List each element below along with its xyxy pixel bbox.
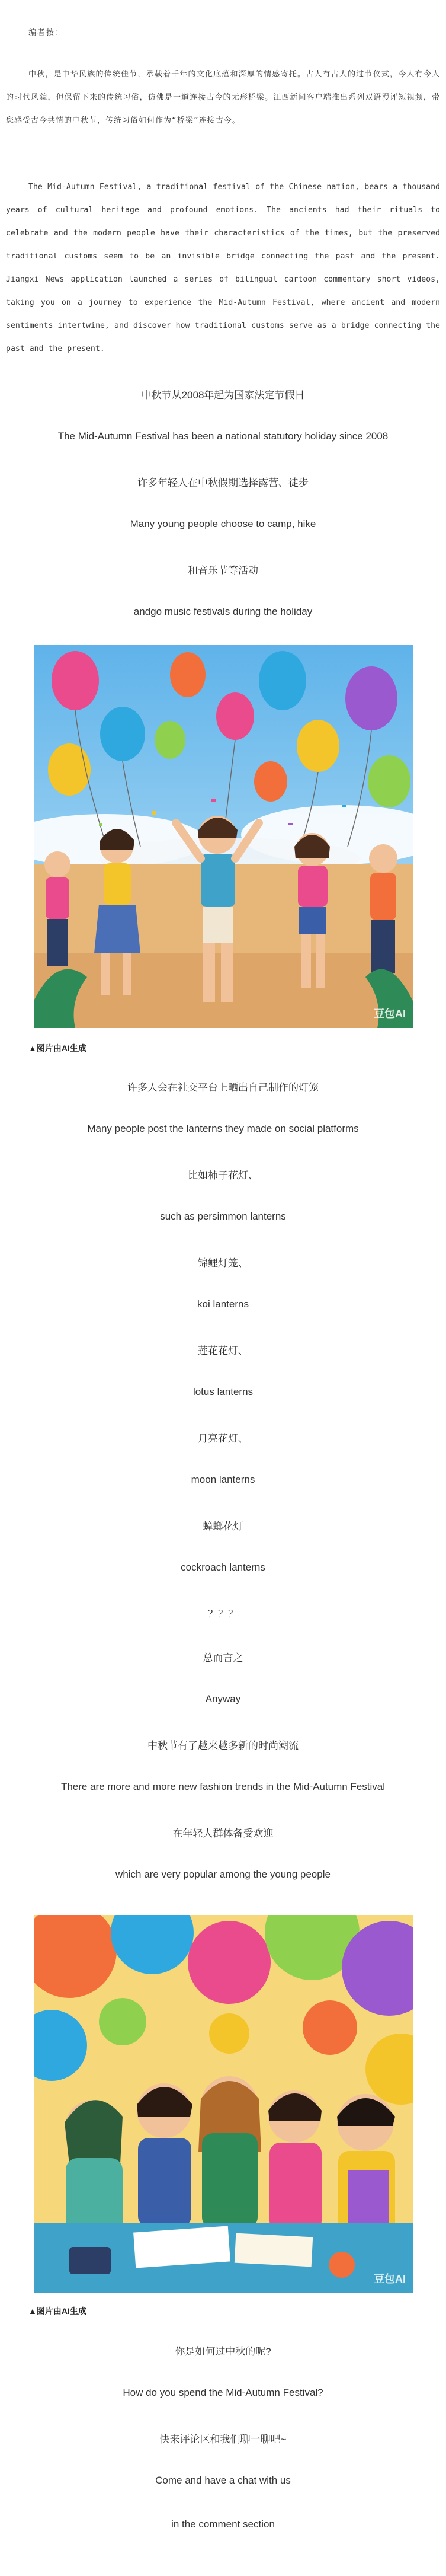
text-line: Many young people choose to camp, hike	[130, 518, 316, 529]
text-line: 中秋节有了越来越多新的时尚潮流	[147, 1740, 299, 1751]
image-caption: ▲图片由AI生成	[28, 1043, 86, 1053]
festival-crowd-image	[34, 645, 413, 1028]
text-line: 许多人会在社交平台上晒出自己制作的灯笼	[127, 1082, 319, 1093]
text-line: 许多年轻人在中秋假期选择露营、徒步	[137, 477, 309, 489]
ai-watermark: 豆包AI	[374, 2273, 406, 2285]
text-line: There are more and more new fashion trends in the Mid-Autumn Festival	[60, 1781, 386, 1792]
text-line: The Mid-Autumn Festival has been a national statutory holiday since 2008	[57, 430, 389, 442]
text-line: Anyway	[205, 1693, 241, 1704]
text-line: ？？？	[208, 1608, 238, 1620]
text-line: 在年轻人群体备受欢迎	[172, 1828, 274, 1839]
intro-paragraph-chinese: 中秋，是中华民族的传统佳节，承载着千年的文化底蕴和深厚的情感寄托。古人有古人的过节仪式，今人有今人的时代风貌，但保留下来的传统习俗，仿佛是一道连接古今的无形桥梁。江西新闻客户端推出系列双语漫评短视频，带您感受古今共情的中秋节，传统习俗如何作为“桥梁”连接古今。	[6, 70, 440, 125]
text-line: 蟑螂花灯	[203, 1521, 243, 1532]
text-line: andgo music festivals during the holiday	[133, 606, 313, 617]
text-line: 和音乐节等活动	[188, 565, 258, 576]
intro-paragraph-english: The Mid-Autumn Festival, a traditional festival of the Chinese nation, bears a thousand years of cultural heritage and profound emotions. The ancients had their rituals to celebrate and the modern people have their characteristics of the times, but the preserved traditional customs seem to be an invisible bridge connecting the past and the present. Jiangxi News application launched a series of bilingual cartoon commentary short videos, taking you on a journey to experience the Mid-Autumn Festival, where ancient and modern sentiments intertwine, and discover how traditional customs serve as a bridge connecting the past and the present.	[6, 183, 440, 353]
text-line: Many people post the lanterns they made on social platforms	[87, 1123, 359, 1134]
text-line: Come and have a chat with us	[155, 2475, 291, 2486]
ai-illustration-friends-chatting	[34, 1915, 413, 2293]
text-line: 月亮花灯、	[198, 1433, 248, 1444]
text-line: 莲花花灯、	[198, 1345, 248, 1356]
text-line: koi lanterns	[197, 1298, 249, 1310]
text-line: moon lanterns	[191, 1474, 255, 1485]
text-line: 锦鲤灯笼、	[198, 1257, 248, 1269]
ai-illustration-festival-crowd	[34, 645, 413, 1028]
text-line: such as persimmon lanterns	[160, 1211, 286, 1222]
friends-chatting-image	[34, 1915, 413, 2293]
text-line: 快来评论区和我们聊一聊吧~	[159, 2434, 287, 2445]
text-line: 总而言之	[203, 1652, 243, 1664]
text-line: cockroach lanterns	[181, 1562, 265, 1573]
text-line: How do you spend the Mid-Autumn Festival?	[123, 2387, 323, 2398]
text-line: 比如柿子花灯、	[188, 1170, 258, 1181]
editor-note: 编者按：	[28, 28, 65, 37]
ai-watermark: 豆包AI	[374, 1008, 406, 1020]
text-line: 中秋节从2008年起为国家法定节假日	[141, 390, 305, 401]
text-line: lotus lanterns	[192, 1386, 254, 1397]
text-line: which are very popular among the young people	[115, 1869, 331, 1880]
text-line: 你是如何过中秋的呢?	[175, 2346, 271, 2357]
text-line: in the comment section	[171, 2518, 275, 2530]
image-caption: ▲图片由AI生成	[28, 2306, 86, 2316]
